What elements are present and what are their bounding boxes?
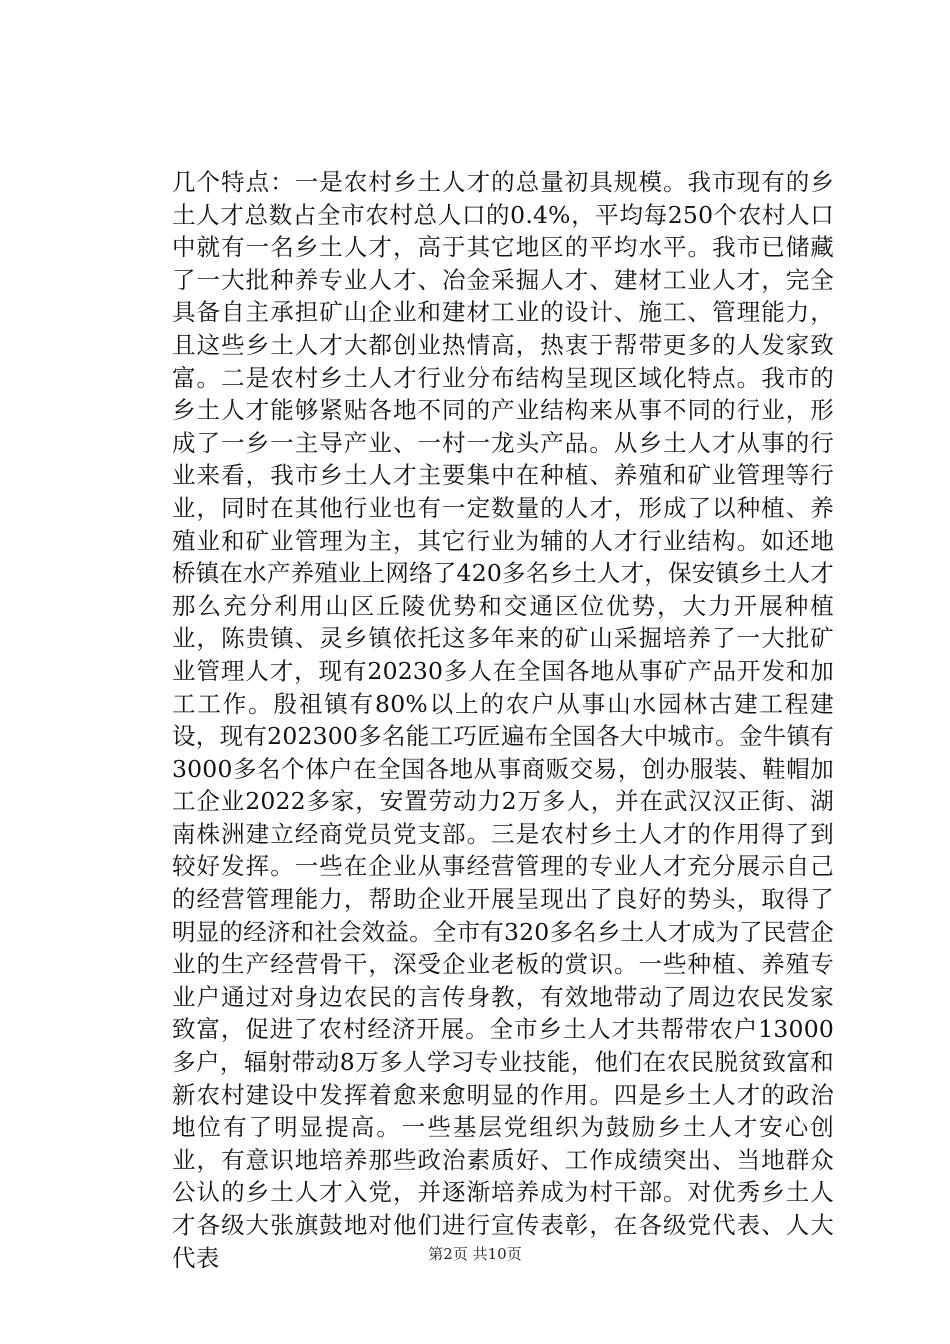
- page-footer: 第2页 共10页: [428, 1245, 522, 1263]
- body-paragraph: 几个特点：一是农村乡土人才的总量初具规模。我市现有的乡土人才总数占全市农村总人口的0.4%，平均每250个农村人口中就有一名乡土人才，高于其它地区的平均水平。我市已储藏了一大批种养专业人才、冶金采掘人才、建材工业人才，完全具备自主承担矿山企业和建材工业的设计、施工、管理能力，且这些乡土人才大都创业热情高，热衷于帮带更多的人发家致富。二是农村乡土人才行业分布结构呈现区域化特点。我市的乡土人才能够紧贴各地不同的产业结构来从事不同的行业，形成了一乡一主导产业、一村一龙头产品。从乡土人才从事的行业来看，我市乡土人才主要集中在种植、养殖和矿业管理等行业，同时在其他行业也有一定数量的人才，形成了以种植、养殖业和矿业管理为主，其它行业为辅的人才行业结构。如还地桥镇在水产养殖业上网络了420多名乡土人才，保安镇乡土人才那么充分利用山区丘陵优势和交通区位优势，大力开展种植业，陈贵镇、灵乡镇依托这多年来的矿山采掘培养了一大批矿业管理人才，现有20230多人在全国各地从事矿产品开发和加工工作。殷祖镇有80%以上的农户从事山水园林古建工程建设，现有202300多名能工巧匠遍布全国各大中城市。金牛镇有3000多名个体户在全国各地从事商贩交易，创办服装、鞋帽加工企业2022多家，安置劳动力2万多人，并在武汉汉正街、湖南株洲建立经商党员党支部。三是农村乡土人才的作用得了到较好发挥。一些在企业从事经营管理的专业人才充分展示自己的经营管理能力，帮助企业开展呈现出了良好的势头，取得了明显的经济和社会效益。全市有320多名乡土人才成为了民营企业的生产经营骨干，深受企业老板的赏识。一些种植、养殖专业户通过对身边农民的言传身教，有效地带动了周边农民发家致富，促进了农村经济开展。全市乡土人才共帮带农户13000多户，辐射带动8万多人学习专业技能，他们在农民脱贫致富和新农村建设中发挥着愈来愈明显的作用。四是乡土人才的政治地位有了明显提高。一些基层党组织为鼓励乡土人才安心创业，有意识地培养那些政治素质好、工作成绩突出、当地群众公认的乡土人才入党，并逐渐培养成为村干部。对优秀乡土人才各级大张旗鼓地对他们进行宣传表彰，在各级党代表、人大代表: [172, 168, 834, 1272]
